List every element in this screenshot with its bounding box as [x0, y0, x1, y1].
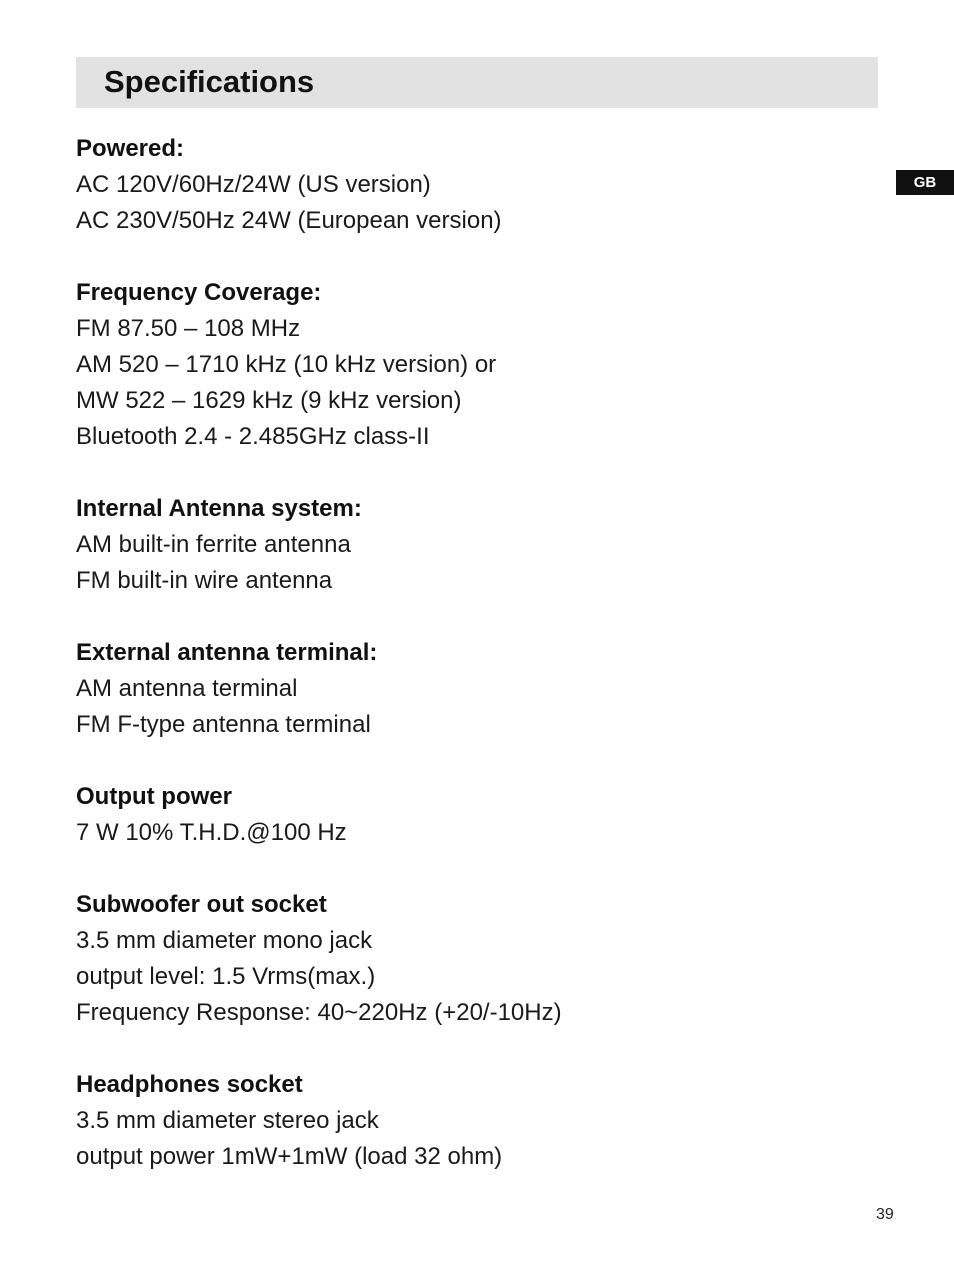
spec-line: output level: 1.5 Vrms(max.)	[76, 963, 376, 990]
spec-line: Bluetooth 2.4 - 2.485GHz class-II	[76, 423, 430, 450]
spec-line: AC 120V/60Hz/24W (US version)	[76, 171, 431, 198]
spec-line: AC 230V/50Hz 24W (European version)	[76, 207, 502, 234]
spec-line: AM 520 – 1710 kHz (10 kHz version) or	[76, 351, 497, 378]
specifications-content	[76, 131, 876, 1211]
page-number: 39	[876, 1206, 894, 1223]
spec-section-external-antenna	[76, 635, 876, 743]
spec-line: 3.5 mm diameter stereo jack	[76, 1107, 379, 1134]
spec-line: FM 87.50 – 108 MHz	[76, 315, 301, 342]
spec-heading: Subwoofer out socket	[76, 891, 327, 918]
spec-heading: Headphones socket	[76, 1071, 303, 1098]
spec-section-headphones	[76, 1067, 876, 1175]
spec-heading: External antenna terminal:	[76, 639, 378, 666]
spec-line: output power 1mW+1mW (load 32 ohm)	[76, 1143, 503, 1170]
spec-section-internal-antenna	[76, 491, 876, 599]
spec-line: FM built-in wire antenna	[76, 567, 333, 594]
spec-line: MW 522 – 1629 kHz (9 kHz version)	[76, 387, 462, 414]
spec-line: AM built-in ferrite antenna	[76, 531, 351, 558]
spec-heading: Powered:	[76, 135, 185, 162]
spec-section-frequency-coverage	[76, 275, 876, 455]
language-tab: GB	[896, 170, 954, 195]
page-title: Specifications	[104, 64, 315, 99]
spec-line: FM F-type antenna terminal	[76, 711, 371, 738]
title-bar	[76, 57, 878, 108]
spec-line: AM antenna terminal	[76, 675, 298, 702]
spec-heading: Output power	[76, 783, 232, 810]
spec-heading: Internal Antenna system:	[76, 495, 362, 522]
spec-heading: Frequency Coverage:	[76, 279, 322, 306]
spec-line: 7 W 10% T.H.D.@100 Hz	[76, 819, 347, 846]
spec-section-output-power	[76, 779, 876, 851]
spec-line: 3.5 mm diameter mono jack	[76, 927, 373, 954]
spec-line: Frequency Response: 40~220Hz (+20/-10Hz)	[76, 999, 562, 1026]
spec-section-subwoofer	[76, 887, 876, 1031]
spec-section-powered	[76, 131, 876, 239]
